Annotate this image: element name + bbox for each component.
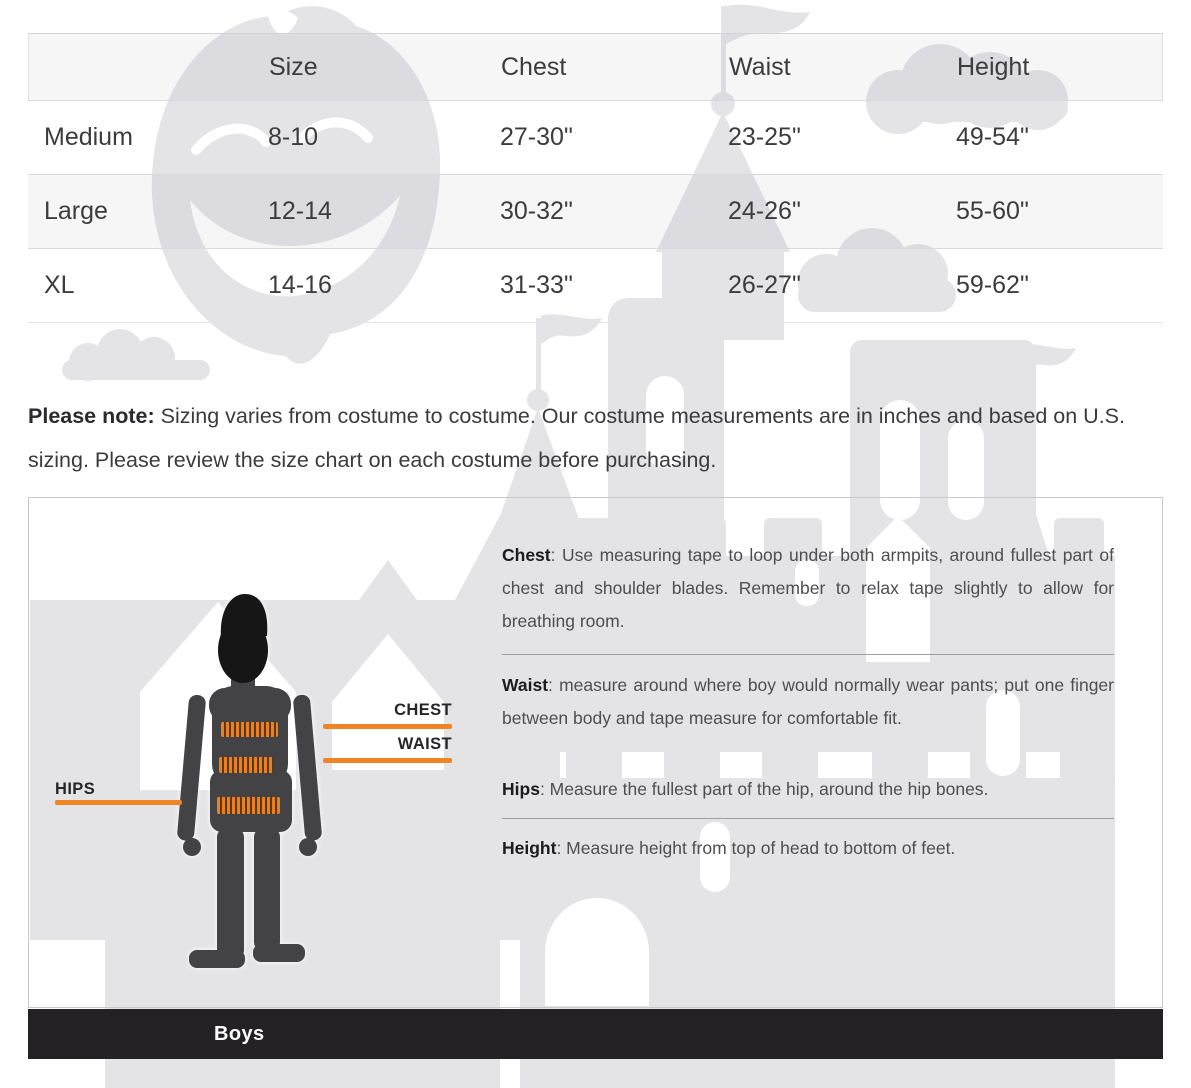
sizing-note-label: Please note: xyxy=(28,403,155,428)
col-header-waist: Waist xyxy=(729,52,791,81)
guide-text-waist: : measure around where boy would normally wear pants; put one finger between body and tape measure for comfortable fit. xyxy=(502,675,1114,728)
sizing-note-text: Sizing varies from costume to costume. Our costume measurements are in inches and based on U.S. sizing. Please review the size chart on each costume before purchasing. xyxy=(28,403,1125,472)
waist-leader-line xyxy=(323,758,452,763)
waist-tape-band xyxy=(219,757,274,773)
boys-footer-label: Boys xyxy=(214,1023,265,1045)
guide-section-hips xyxy=(502,773,1114,806)
size-table xyxy=(28,33,1163,323)
waist-value: 26-27" xyxy=(728,271,801,299)
height-value: 49-54" xyxy=(956,123,1029,151)
chest-callout-label: CHEST xyxy=(394,701,452,719)
height-value: 59-62" xyxy=(956,271,1029,299)
guide-section-chest xyxy=(502,539,1114,638)
row-label: Medium xyxy=(44,123,133,151)
size-value: 14-16 xyxy=(268,271,332,299)
guide-text-chest: : Use measuring tape to loop under both armpits, around fullest part of chest and shoulder blades. Remember to relax tape slightly to allow for breathing room. xyxy=(502,545,1114,631)
chest-tape-band xyxy=(221,722,278,737)
row-label: Large xyxy=(44,197,108,225)
hips-tape-band xyxy=(217,797,280,814)
table-row-medium xyxy=(28,101,1163,175)
waist-value: 24-26" xyxy=(728,197,801,225)
table-row-xl xyxy=(28,249,1163,323)
height-value: 55-60" xyxy=(956,197,1029,225)
size-table-header-row xyxy=(28,33,1163,101)
measurement-instructions xyxy=(502,539,1114,865)
guide-text-hips: : Measure the fullest part of the hip, around the hip bones. xyxy=(539,779,989,799)
col-header-size: Size xyxy=(269,52,318,81)
guide-label-hips: Hips xyxy=(502,779,540,799)
row-label: XL xyxy=(44,271,75,299)
guide-section-height xyxy=(502,832,1114,865)
hips-callout-label: HIPS xyxy=(55,780,96,798)
waist-value: 23-25" xyxy=(728,123,801,151)
measurement-guide-panel xyxy=(28,497,1163,1008)
guide-label-waist: Waist xyxy=(502,675,549,695)
hips-leader-line xyxy=(55,800,182,805)
col-header-height: Height xyxy=(957,52,1030,81)
waist-callout-label: WAIST xyxy=(397,735,452,753)
chest-value: 27-30" xyxy=(500,123,573,151)
chest-leader-line xyxy=(323,724,452,729)
size-value: 8-10 xyxy=(268,123,319,151)
col-header-chest: Chest xyxy=(501,52,567,81)
boys-footer-bar xyxy=(28,1009,1163,1059)
size-value: 12-14 xyxy=(268,197,332,225)
chest-value: 31-33" xyxy=(500,271,573,299)
sizing-note xyxy=(28,394,1160,482)
section-divider xyxy=(502,818,1114,819)
section-divider xyxy=(502,654,1114,655)
guide-section-waist xyxy=(502,669,1114,735)
guide-text-height: : Measure height from top of head to bottom of feet. xyxy=(556,838,956,858)
guide-label-height: Height xyxy=(502,838,557,858)
guide-label-chest: Chest xyxy=(502,545,551,565)
table-row-large xyxy=(28,175,1163,249)
chest-value: 30-32" xyxy=(500,197,573,225)
